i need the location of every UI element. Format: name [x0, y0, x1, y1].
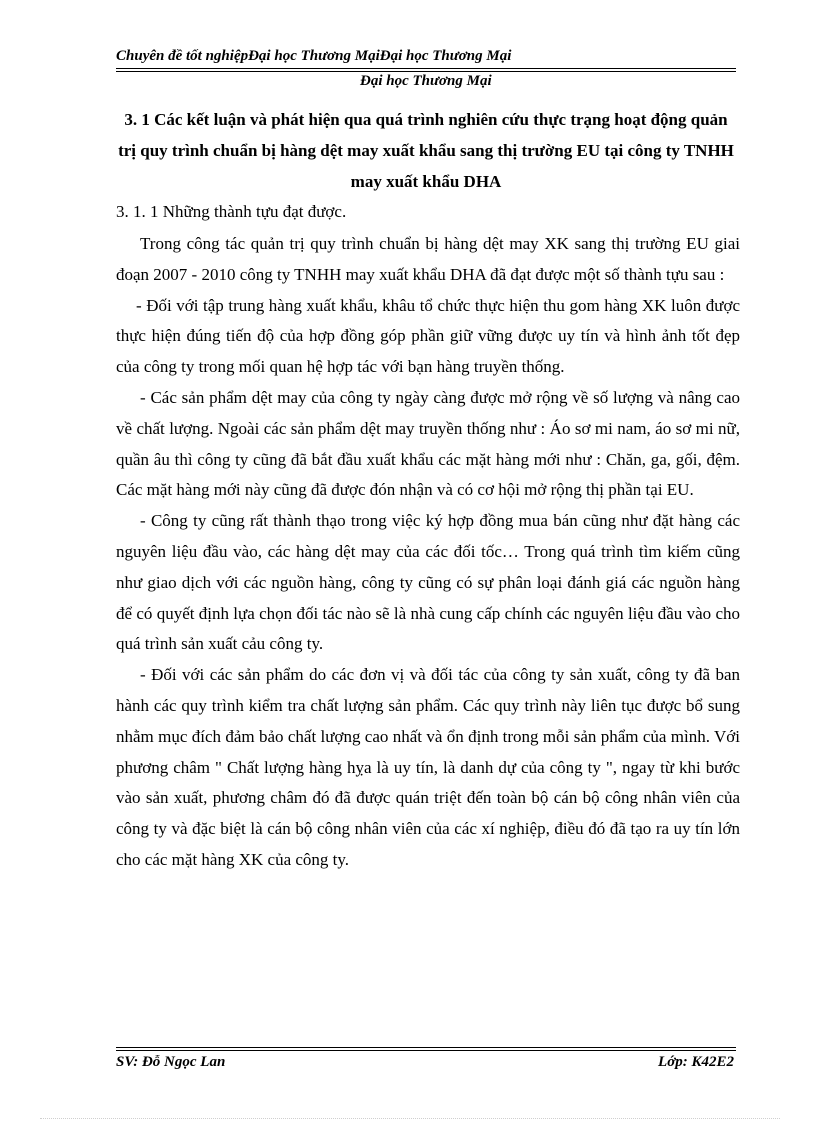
body-text — [116, 229, 740, 876]
footer-student: SV: Đỗ Ngọc Lan — [116, 1054, 226, 1070]
header-rule-bottom — [116, 71, 736, 72]
footer-rule-top — [116, 1047, 736, 1048]
paragraph: - Đối với các sản phẩm do các đơn vị và đối tác của công ty sản xuất, công ty đã ban hành các quy trình kiểm tra chất lượng sản phẩm. Các quy trình này liên tục được bổ sung nhằm mục đích đảm bảo chất lượng cao nhất và ổn định trong mỗi sản phẩm của mình. Với phương châm " Chất lượng hàng hỵa là uy tín, là danh dự của công ty ", ngay từ khi bước vào sản xuất, phương châm đó đã được quán triệt đến toàn bộ cán bộ công nhân viên của công ty và đặc biệt là cán bộ công nhân viên của các xí nghiệp, điều đó đã tạo ra uy tín lớn cho các mặt hàng XK của công ty. — [116, 665, 740, 869]
header-line-2: Đại học Thương Mại — [360, 73, 492, 89]
paragraph: - Các sản phẩm dệt may của công ty ngày càng được mở rộng về số lượng và nâng cao về chất lượng. Ngoài các sản phẩm dệt may truyền thống như : Áo sơ mi nam, áo sơ mi nữ, quần âu thì công ty cũng đã bắt đầu xuất khẩu các mặt hàng mới như : Chăn, ga, gối, đệm. Các mặt hàng mới này cũng đã được đón nhận và có cơ hội mở rộng thị phần tại EU. — [116, 387, 740, 500]
paragraph: - Đối với tập trung hàng xuất khẩu, khâu tổ chức thực hiện thu gom hàng XK luôn được thực hiện đúng tiến độ của hợp đồng góp phần giữ vững được uy tín và hình ảnh tốt đẹp của công ty trong mối quan hệ hợp tác với bạn hàng truyền thống. — [116, 295, 740, 377]
footer-rule-bottom — [116, 1050, 736, 1051]
header-line-1: Chuyên đề tốt nghiệpĐại học Thương MạiĐại học Thương Mại — [116, 48, 512, 64]
paragraph: - Công ty cũng rất thành thạo trong việc ký hợp đồng mua bán cũng như đặt hàng các nguyên liệu đầu vào, các hàng dệt may của các đối tốc… Trong quá trình tìm kiếm cũng như giao dịch với các nguồn hàng, công ty cũng có sự phân loại đánh giá các nguồn hàng để có quyết định lựa chọn đối tác nào sẽ là nhà cung cấp chính các nguyên liệu đầu vào cho quá trình sản xuất cảu công ty. — [116, 511, 740, 654]
header-rule-top — [116, 68, 736, 69]
paragraph: Trong công tác quản trị quy trình chuẩn bị hàng dệt may XK sang thị trường EU giai đoạn 2007 - 2010 công ty TNHH may xuất khẩu DHA đã đạt được một số thành tựu sau : — [116, 234, 740, 284]
subsection-heading: 3. 1. 1 Những thành tựu đạt được. — [116, 202, 347, 221]
page-bottom-divider — [40, 1118, 780, 1119]
footer-class: Lớp: K42E2 — [658, 1054, 734, 1070]
section-title: 3. 1 Các kết luận và phát hiện qua quá trình nghiên cứu thực trạng hoạt động quản trị quy trình chuẩn bị hàng dệt may xuất khẩu sang thị trường EU tại công ty TNHH may xuất khẩu DHA — [118, 110, 734, 191]
